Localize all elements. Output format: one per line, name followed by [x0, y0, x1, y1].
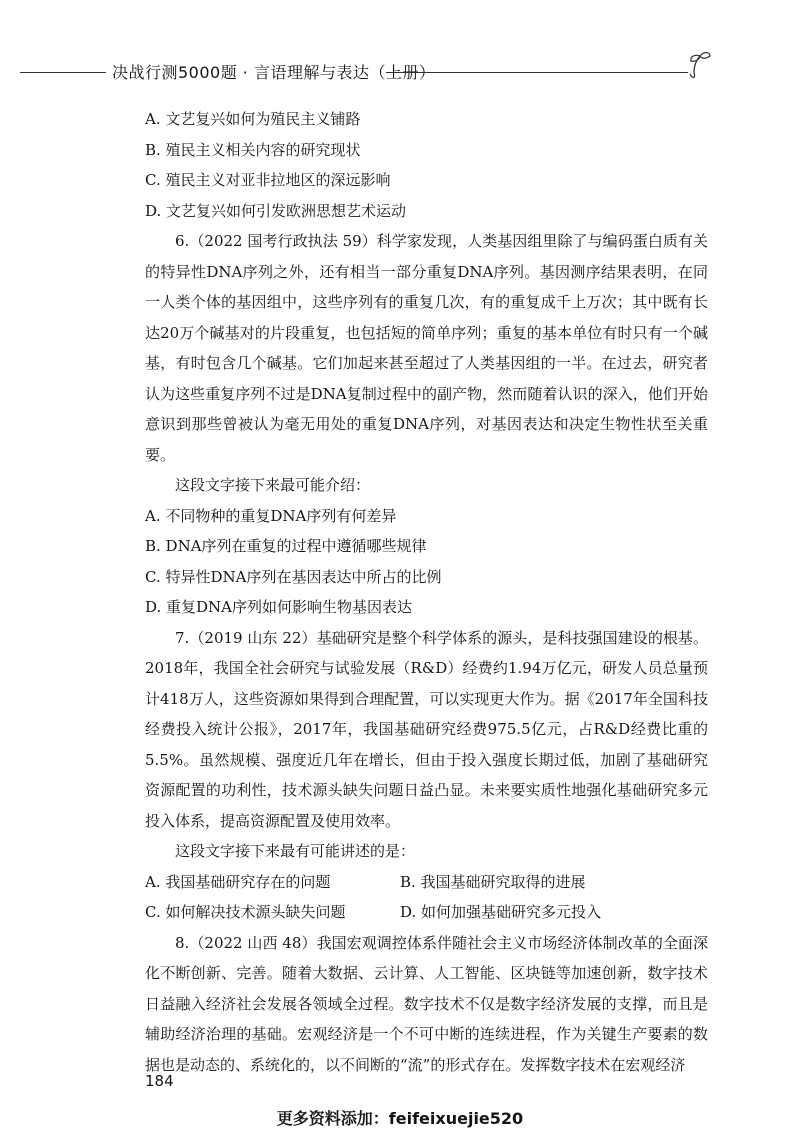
q7-options-row-1: [145, 867, 708, 898]
header-rule-left: [20, 72, 106, 73]
q6-prompt: 这段文字接下来最可能介绍：: [175, 476, 371, 494]
footer-note: 更多资料添加：feifeixuejie520: [276, 1109, 524, 1128]
q5-option-b: B. 殖民主义相关内容的研究现状: [145, 140, 361, 159]
q5-option-d: D. 文艺复兴如何引发欧洲思想艺术运动: [145, 201, 407, 220]
header-title: 决战行测5000题 · 言语理解与表达（上册）: [112, 63, 436, 82]
header-rule-right: [386, 72, 688, 73]
q6-option-a: A. 不同物种的重复DNA序列有何差异: [145, 506, 397, 525]
running-header: [0, 58, 800, 88]
q7-options-row-2: [145, 897, 708, 928]
q7-option-d: D. 如何加强基础研究多元投入: [400, 903, 602, 921]
q6-passage: 6.（2022 国考行政执法 59）科学家发现，人类基因组里除了与编码蛋白质有关的特异性DNA序列之外，还有相当一部分重复DNA序列。基因测序结果表明，在同一人类个体的基因组中，这些序列有的重复几次，有的重复成千上万次；其中既有长达20万个碱基对的片段重复，也包括短的简单序列；重复的基本单位有时只有一个碱基，有时包含几个碱基。它们加起来甚至超过了人类基因组的一半。在过去，研究者认为这些重复序列不过是DNA复制过程中的副产物，然而随着认识的深入，他们开始意识到那些曾被认为毫无用处的重复DNA序列，对基因表达和决定生物性状至关重要。: [145, 232, 708, 464]
page-body: [145, 104, 708, 1080]
q7-passage: 7.（2019 山东 22）基础研究是整个科学体系的源头，是科技强国建设的根基。2018年，我国全社会研究与试验发展（R&D）经费约1.94万亿元，研发人员总量预计418万人，这些资源如果得到合理配置，可以实现更大作为。据《2017年全国科技经费投入统计公报》，2017年，我国基础研究经费975.5亿元，占R&D经费比重的5.5%。虽然规模、强度近几年在增长，但由于投入强度长期过低，加剧了基础研究资源配置的功利性，技术源头缺失问题日益凸显。未来要实质性地强化基础研究多元投入体系，提高资源配置及使用效率。: [145, 628, 708, 830]
q6-option-b: B. DNA序列在重复的过程中遵循哪些规律: [145, 537, 427, 555]
q7-prompt: 这段文字接下来最有可能讲述的是：: [175, 842, 416, 860]
q6-option-d: D. 重复DNA序列如何影响生物基因表达: [145, 598, 413, 616]
q7-option-b: B. 我国基础研究取得的进展: [400, 872, 586, 891]
q6-option-c: C. 特异性DNA序列在基因表达中所占的比例: [145, 567, 442, 586]
sprout-icon: [686, 48, 714, 84]
q8-passage: 8.（2022 山西 48）我国宏观调控体系伴随社会主义市场经济体制改革的全面深化不断创新、完善。随着大数据、云计算、人工智能、区块链等加速创新，数字技术日益融入经济社会发展各领域全过程。数字技术不仅是数字经济发展的支撑，而且是辅助经济治理的基础。宏观经济是一个不可中断的连续进程，作为关键生产要素的数据也是动态的、系统化的，以不间断的“流”的形式存在。发挥数字技术在宏观经济: [145, 933, 708, 1074]
q5-option-c: C. 殖民主义对亚非拉地区的深远影响: [145, 171, 391, 189]
q7-option-c: C. 如何解决技术源头缺失问题: [145, 903, 346, 921]
page-number: 184: [145, 1072, 174, 1090]
q5-option-a: A. 文艺复兴如何为殖民主义铺路: [145, 110, 361, 128]
q7-option-a: A. 我国基础研究存在的问题: [145, 872, 331, 891]
